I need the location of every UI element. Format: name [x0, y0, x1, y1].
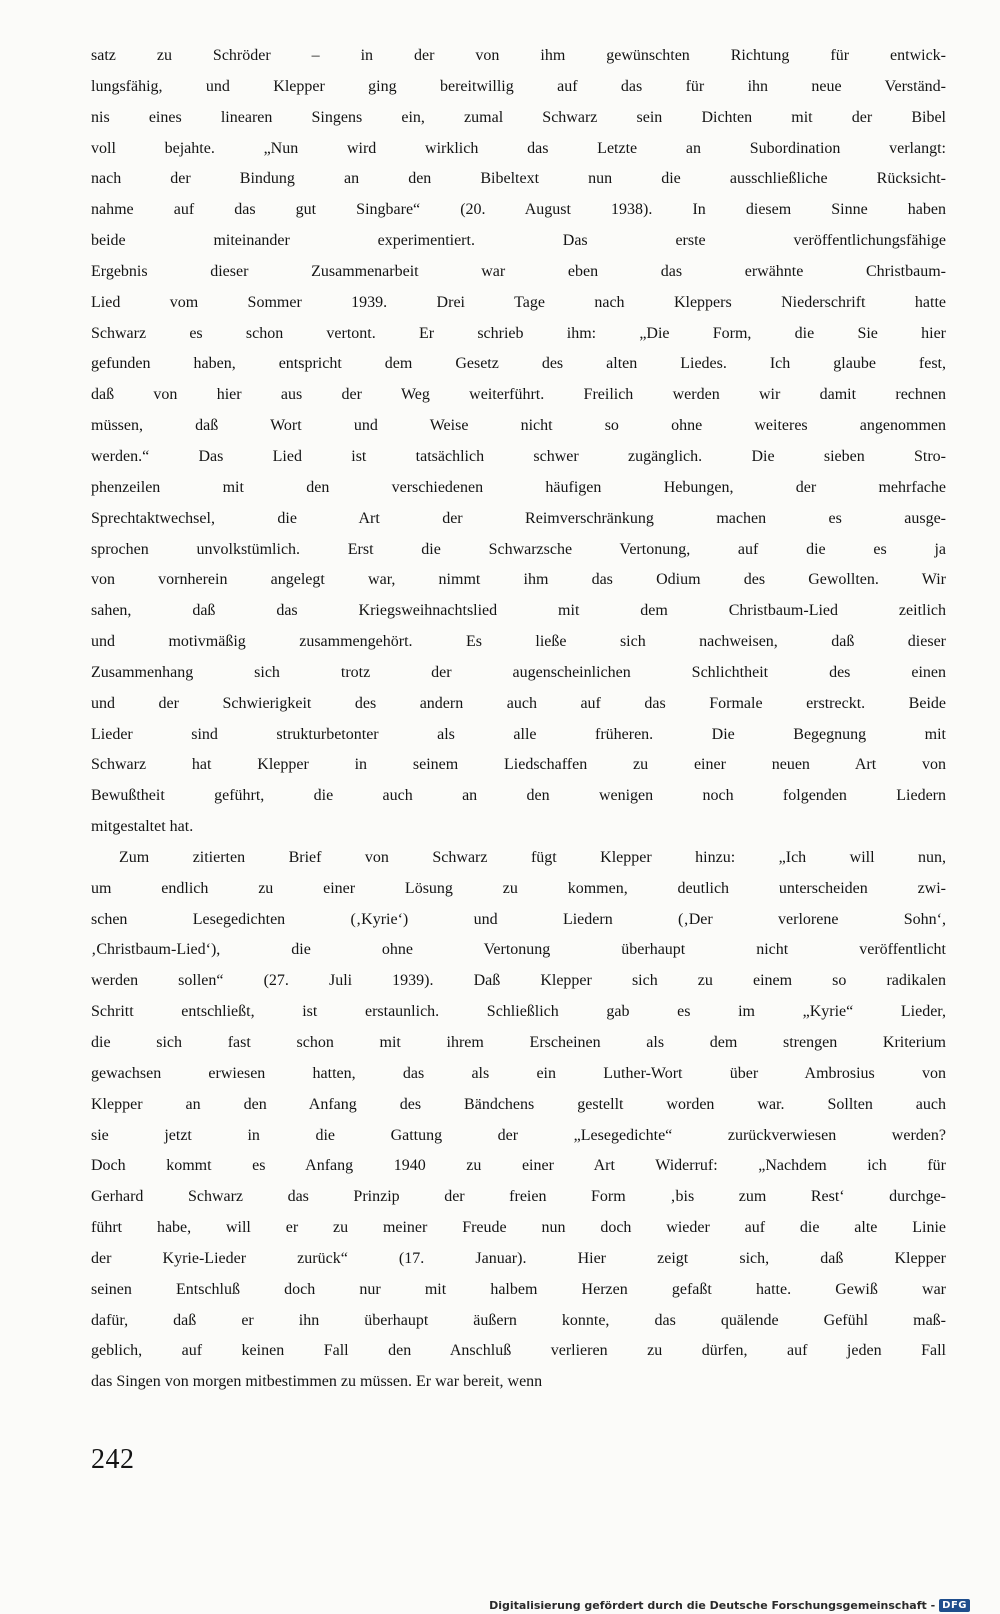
text-line: Schritt entschließt, ist erstaunlich. Schließlich gab es im „Kyrie“ Lieder, [91, 1003, 946, 1021]
dfg-logo-icon: DFG [939, 1599, 970, 1612]
text-line: werden sollen“ (27. Juli 1939). Daß Klepper sich zu einem so radikalen [91, 972, 946, 990]
text-line: Schwarz es schon vertont. Er schrieb ihm: „Die Form, die Sie hier [91, 324, 946, 342]
body-text [91, 47, 946, 1404]
text-line: Ergebnis dieser Zusammenarbeit war eben das erwähnte Christbaum- [91, 262, 946, 280]
text-line: Doch kommt es Anfang 1940 zu einer Art Widerruf: „Nachdem ich für [91, 1157, 946, 1175]
text-line: nahme auf das gut Singbare“ (20. August 1938). In diesem Sinne haben [91, 201, 946, 219]
text-line: geblich, auf keinen Fall den Anschluß verlieren zu dürfen, auf jeden Fall [91, 1342, 946, 1360]
text-line: und motivmäßig zusammengehört. Es ließe sich nachweisen, daß dieser [91, 633, 946, 651]
text-line: Lieder sind strukturbetonter als alle früheren. Die Begegnung mit [91, 725, 946, 743]
page-number: 242 [91, 1444, 135, 1475]
text-line: müssen, daß Wort und Weise nicht so ohne weiteres angenommen [91, 417, 946, 435]
text-line: um endlich zu einer Lösung zu kommen, deutlich unterscheiden zwi- [91, 879, 946, 897]
text-line: sahen, daß das Kriegsweihnachtslied mit dem Christbaum-Lied zeitlich [91, 602, 946, 620]
text-line: beide miteinander experimentiert. Das erste veröffentlichungsfähige [91, 232, 946, 250]
text-line: gewachsen erwiesen hatten, das als ein Luther-Wort über Ambrosius von [91, 1064, 946, 1082]
text-line: voll bejahte. „Nun wird wirklich das Letzte an Subordination verlangt: [91, 139, 946, 157]
text-line: daß von hier aus der Weg weiterführt. Freilich werden wir damit rechnen [91, 386, 946, 404]
text-line: lungsfähig, und Klepper ging bereitwillig auf das für ihn neue Verständ- [91, 77, 946, 95]
footer-text: Digitalisierung gefördert durch die Deutsche Forschungsgemeinschaft - [489, 1599, 936, 1612]
text-line: Zusammenhang sich trotz der augenscheinlichen Schlichtheit des einen [91, 663, 946, 681]
text-line: schen Lesegedichten (‚Kyrie‘) und Liedern (‚Der verlorene Sohn‘, [91, 910, 946, 928]
text-line: nach der Bindung an den Bibeltext nun die ausschließliche Rücksicht- [91, 170, 946, 188]
text-line: Bewußtheit geführt, die auch an den wenigen noch folgenden Liedern [91, 787, 946, 805]
text-line: sprochen unvolkstümlich. Erst die Schwarzsche Vertonung, auf die es ja [91, 540, 946, 558]
text-line: ‚Christbaum-Lied‘), die ohne Vertonung überhaupt nicht veröffentlicht [91, 941, 946, 959]
text-line: gefunden haben, entspricht dem Gesetz des alten Liedes. Ich glaube fest, [91, 355, 946, 373]
text-line: mitgestaltet hat. [91, 818, 194, 836]
text-line: Sprechtaktwechsel, die Art der Reimverschränkung machen es ausge- [91, 509, 946, 527]
text-line: satz zu Schröder – in der von ihm gewünschten Richtung für entwick- [91, 47, 946, 64]
text-line: seinen Entschluß doch nur mit halbem Herzen gefaßt hatte. Gewiß war [91, 1280, 946, 1298]
text-line: von vornherein angelegt war, nimmt ihm das Odium des Gewollten. Wir [91, 571, 946, 589]
text-line: Lied vom Sommer 1939. Drei Tage nach Kleppers Niederschrift hatte [91, 293, 946, 311]
text-line: phenzeilen mit den verschiedenen häufigen Hebungen, der mehrfache [91, 478, 946, 496]
text-line: sie jetzt in die Gattung der „Lesegedichte“ zurückverwiesen werden? [91, 1126, 946, 1144]
text-line: Gerhard Schwarz das Prinzip der freien Form ‚bis zum Rest‘ durchge- [91, 1188, 946, 1206]
digitization-footer [489, 1599, 970, 1612]
text-line: dafür, daß er ihn überhaupt äußern konnte, das quälende Gefühl maß- [91, 1311, 946, 1329]
text-line: führt habe, will er zu meiner Freude nun doch wieder auf die alte Linie [91, 1219, 946, 1237]
text-line: Zum zitierten Brief von Schwarz fügt Klepper hinzu: „Ich will nun, [119, 848, 946, 866]
text-line: das Singen von morgen mitbestimmen zu müssen. Er war bereit, wenn [91, 1373, 543, 1391]
text-line: und der Schwierigkeit des andern auch auf das Formale erstreckt. Beide [91, 694, 946, 712]
text-line: nis eines linearen Singens ein, zumal Schwarz sein Dichten mit der Bibel [91, 108, 946, 126]
text-line: werden.“ Das Lied ist tatsächlich schwer zugänglich. Die sieben Stro- [91, 447, 946, 465]
text-line: Klepper an den Anfang des Bändchens gestellt worden war. Sollten auch [91, 1095, 946, 1113]
text-line: die sich fast schon mit ihrem Erscheinen als dem strengen Kriterium [91, 1034, 946, 1051]
text-line: der Kyrie-Lieder zurück“ (17. Januar). Hier zeigt sich, daß Klepper [91, 1249, 946, 1267]
text-line: Schwarz hat Klepper in seinem Liedschaffen zu einer neuen Art von [91, 756, 946, 774]
